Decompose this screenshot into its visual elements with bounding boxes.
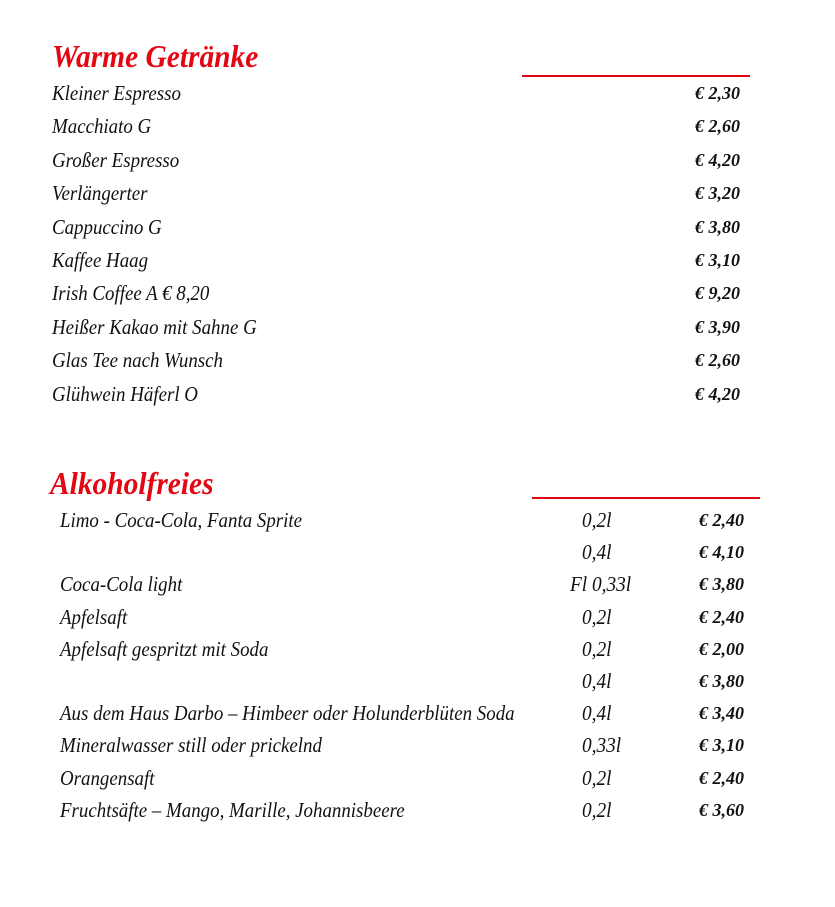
menu-item-price: € 3,40	[699, 703, 744, 724]
warme-getraenke-rule	[522, 75, 750, 77]
menu-item-row	[0, 666, 835, 696]
menu-item-price: € 2,00	[699, 638, 744, 659]
menu-item-name: Limo - Coca-Cola, Fanta Sprite	[60, 508, 303, 532]
menu-item-row	[0, 278, 835, 308]
menu-item-quantity: 0,2l	[582, 636, 612, 661]
menu-item-price: € 3,80	[699, 574, 744, 595]
menu-item-row	[0, 569, 835, 599]
menu-item-price: € 2,40	[699, 510, 744, 530]
menu-item-row	[0, 505, 835, 535]
menu-item-quantity: 0,2l	[582, 604, 612, 629]
menu-item-quantity: 0,33l	[582, 733, 622, 758]
menu-item-name: Heißer Kakao mit Sahne G	[52, 314, 257, 339]
menu-item-price: € 3,10	[695, 250, 740, 270]
menu-item-price: € 2,60	[695, 350, 740, 371]
menu-item-name: Apfelsaft gespritzt mit Soda	[60, 636, 269, 661]
menu-item-row	[0, 245, 835, 275]
menu-item-row	[0, 345, 835, 375]
menu-item-name: Großer Espresso	[52, 147, 180, 172]
menu-item-name: Aus dem Haus Darbo – Himbeer oder Holunderblüten Soda	[60, 701, 515, 726]
menu-item-price: € 4,10	[699, 542, 744, 563]
menu-item-row	[0, 312, 835, 342]
menu-item-quantity: 0,2l	[582, 797, 612, 822]
menu-item-row	[0, 537, 835, 567]
menu-item-name: Macchiato G	[52, 114, 152, 139]
menu-item-price: € 3,20	[695, 183, 740, 204]
menu-item-quantity: Fl 0,33l	[570, 572, 632, 597]
menu-item-price: € 2,30	[695, 83, 740, 103]
menu-item-name: Glühwein Häferl O	[52, 381, 198, 406]
menu-item-name: Verlängerter	[52, 181, 148, 206]
menu-item-quantity: 0,4l	[582, 540, 612, 565]
menu-item-price: € 2,40	[699, 767, 744, 788]
menu-item-name: Orangensaft	[60, 765, 155, 790]
menu-item-row	[0, 111, 835, 141]
menu-item-price: € 2,60	[695, 116, 740, 137]
menu-item-row	[0, 145, 835, 175]
menu-item-row	[0, 602, 835, 632]
menu-item-name: Mineralwasser still oder prickelnd	[60, 733, 322, 758]
menu-item-price: € 3,80	[699, 671, 744, 691]
menu-item-quantity: 0,4l	[582, 669, 612, 693]
menu-item-row	[0, 379, 835, 409]
menu-item-row	[0, 178, 835, 208]
menu-item-price: € 3,80	[695, 216, 740, 237]
menu-item-name: Glas Tee nach Wunsch	[52, 348, 223, 373]
menu-item-price: € 3,60	[699, 799, 744, 820]
menu-item-name: Kaffee Haag	[52, 248, 149, 272]
menu-item-name: Coca-Cola light	[60, 572, 183, 597]
menu-item-quantity: 0,2l	[582, 508, 612, 532]
alkoholfreies-heading: Alkoholfreies	[50, 465, 214, 501]
menu-item-name: Fruchtsäfte – Mango, Marille, Johannisbeere	[60, 797, 405, 822]
warme-getraenke-heading: Warme Getränke	[52, 38, 259, 74]
alkoholfreies-rule	[532, 497, 760, 499]
menu-item-row	[0, 212, 835, 242]
menu-item-price: € 4,20	[695, 383, 740, 404]
menu-item-row	[0, 78, 835, 108]
menu-item-name: Apfelsaft	[60, 604, 128, 629]
menu-item-price: € 9,20	[695, 283, 740, 304]
menu-item-price: € 3,10	[699, 735, 744, 756]
menu-item-name: Cappuccino G	[52, 214, 162, 239]
menu-item-quantity: 0,2l	[582, 765, 612, 790]
menu-item-row	[0, 698, 835, 728]
menu-item-row	[0, 795, 835, 825]
menu-item-name: Irish Coffee A € 8,20	[52, 281, 210, 306]
menu-item-row	[0, 634, 835, 664]
menu-item-row	[0, 763, 835, 793]
menu-item-quantity: 0,4l	[582, 701, 612, 726]
menu-item-row	[0, 730, 835, 760]
menu-item-price: € 4,20	[695, 149, 740, 170]
menu-item-name: Kleiner Espresso	[52, 81, 181, 105]
menu-item-price: € 2,40	[699, 606, 744, 627]
menu-item-price: € 3,90	[695, 316, 740, 337]
